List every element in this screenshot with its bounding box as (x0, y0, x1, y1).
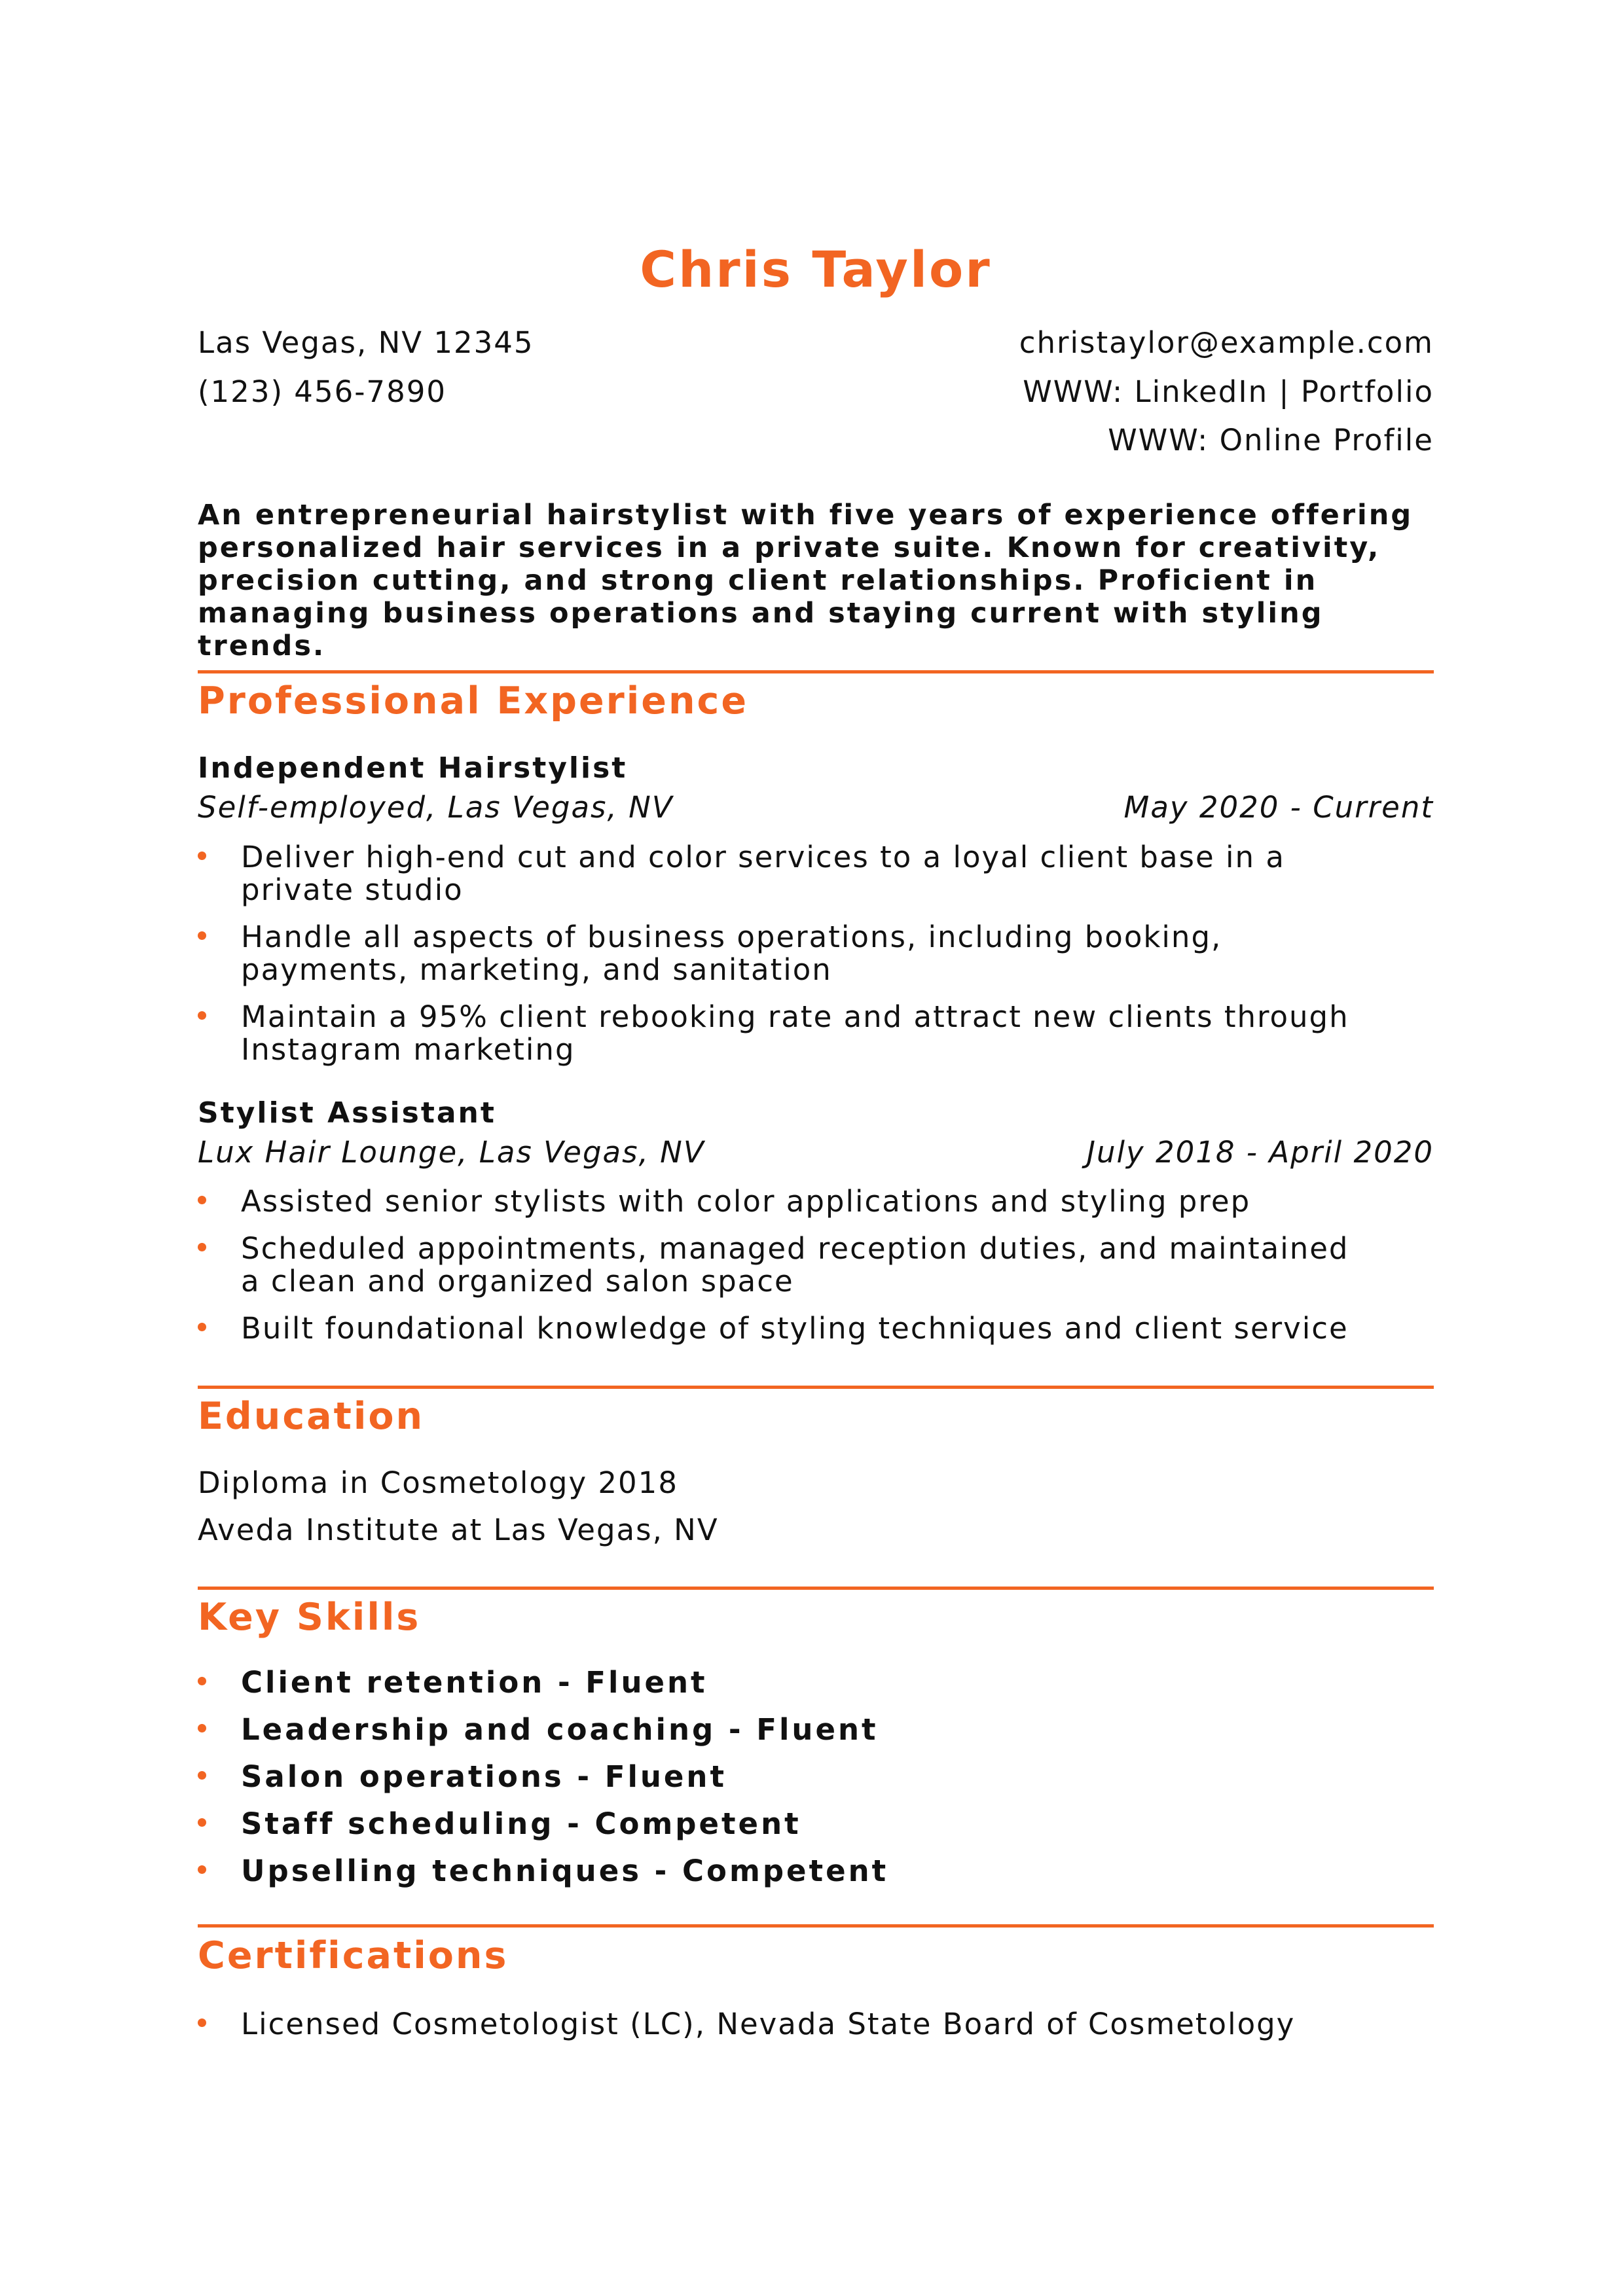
list-item: Staff scheduling - Competent (198, 1808, 1434, 1840)
list-item: Client retention - Fluent (198, 1666, 1434, 1699)
bullet-icon (198, 1865, 206, 1874)
section-divider (198, 1386, 1434, 1389)
experience-heading: Professional Experience (198, 679, 748, 723)
bullet-icon (198, 1243, 206, 1251)
job-meta (198, 1134, 1434, 1172)
list-item: Handle all aspects of business operations, including booking, payments, marketing, and sanitation (198, 921, 1434, 986)
bullet-icon (198, 1011, 206, 1020)
list-item: Assisted senior stylists with color applications and styling prep (198, 1185, 1434, 1218)
job-bullets (198, 841, 1434, 1081)
skills-list (198, 1666, 1434, 1902)
bullet-icon (198, 1677, 206, 1685)
bullet-icon (198, 1196, 206, 1204)
email-link[interactable]: christaylor@example.com (1019, 325, 1434, 360)
contact-row-2 (198, 372, 1434, 412)
education-school: Aveda Institute at Las Vegas, NV (198, 1513, 719, 1547)
job-meta (198, 789, 1434, 827)
job-company: Self-employed, Las Vegas, NV (198, 790, 674, 825)
bullet-icon (198, 1323, 206, 1331)
professional-summary: An entrepreneurial hairstylist with five years of experience offering personalized hair services in a private suite. Known for creativity, precision cutting, and strong client relationships. Proficient in managing business operations and staying current with styling trends. (198, 499, 1413, 662)
certifications-heading: Certifications (198, 1934, 509, 1977)
list-item: Built foundational knowledge of styling techniques and client service (198, 1312, 1434, 1345)
address-text: Las Vegas, NV 12345 (198, 325, 534, 360)
web-links[interactable]: WWW: LinkedIn | Portfolio (1023, 374, 1434, 409)
job-title: Stylist Assistant (198, 1096, 496, 1130)
online-profile-link[interactable]: WWW: Online Profile (1108, 423, 1434, 457)
job-company: Lux Hair Lounge, Las Vegas, NV (198, 1135, 705, 1170)
job-bullets (198, 1185, 1434, 1359)
bullet-icon (198, 1818, 206, 1827)
list-item: Leadership and coaching - Fluent (198, 1713, 1434, 1746)
education-degree: Diploma in Cosmetology 2018 (198, 1465, 678, 1500)
section-divider (198, 1587, 1434, 1590)
job-dates: July 2018 - April 2020 (1086, 1135, 1434, 1170)
certifications-list (198, 2008, 1434, 2055)
bullet-icon (198, 1771, 206, 1780)
list-item: Salon operations - Fluent (198, 1761, 1434, 1793)
skills-heading: Key Skills (198, 1596, 421, 1639)
phone-text: (123) 456-7890 (198, 374, 447, 409)
section-divider (198, 670, 1434, 673)
job-title: Independent Hairstylist (198, 751, 628, 785)
bullet-icon (198, 852, 206, 860)
contact-row-1 (198, 323, 1434, 363)
candidate-name: Chris Taylor (640, 240, 992, 298)
list-item: Licensed Cosmetologist (LC), Nevada State Board of Cosmetology (198, 2008, 1434, 2041)
section-divider (198, 1924, 1434, 1928)
bullet-icon (198, 931, 206, 940)
list-item: Maintain a 95% client rebooking rate and attract new clients through Instagram marketing (198, 1001, 1434, 1066)
list-item: Deliver high-end cut and color services to a loyal client base in a private studio (198, 841, 1434, 906)
list-item: Upselling techniques - Competent (198, 1855, 1434, 1888)
list-item: Scheduled appointments, managed reception duties, and maintained a clean and organized salon space (198, 1232, 1434, 1298)
bullet-icon (198, 2018, 206, 2027)
bullet-icon (198, 1724, 206, 1732)
education-heading: Education (198, 1395, 425, 1438)
job-dates: May 2020 - Current (1123, 790, 1434, 825)
